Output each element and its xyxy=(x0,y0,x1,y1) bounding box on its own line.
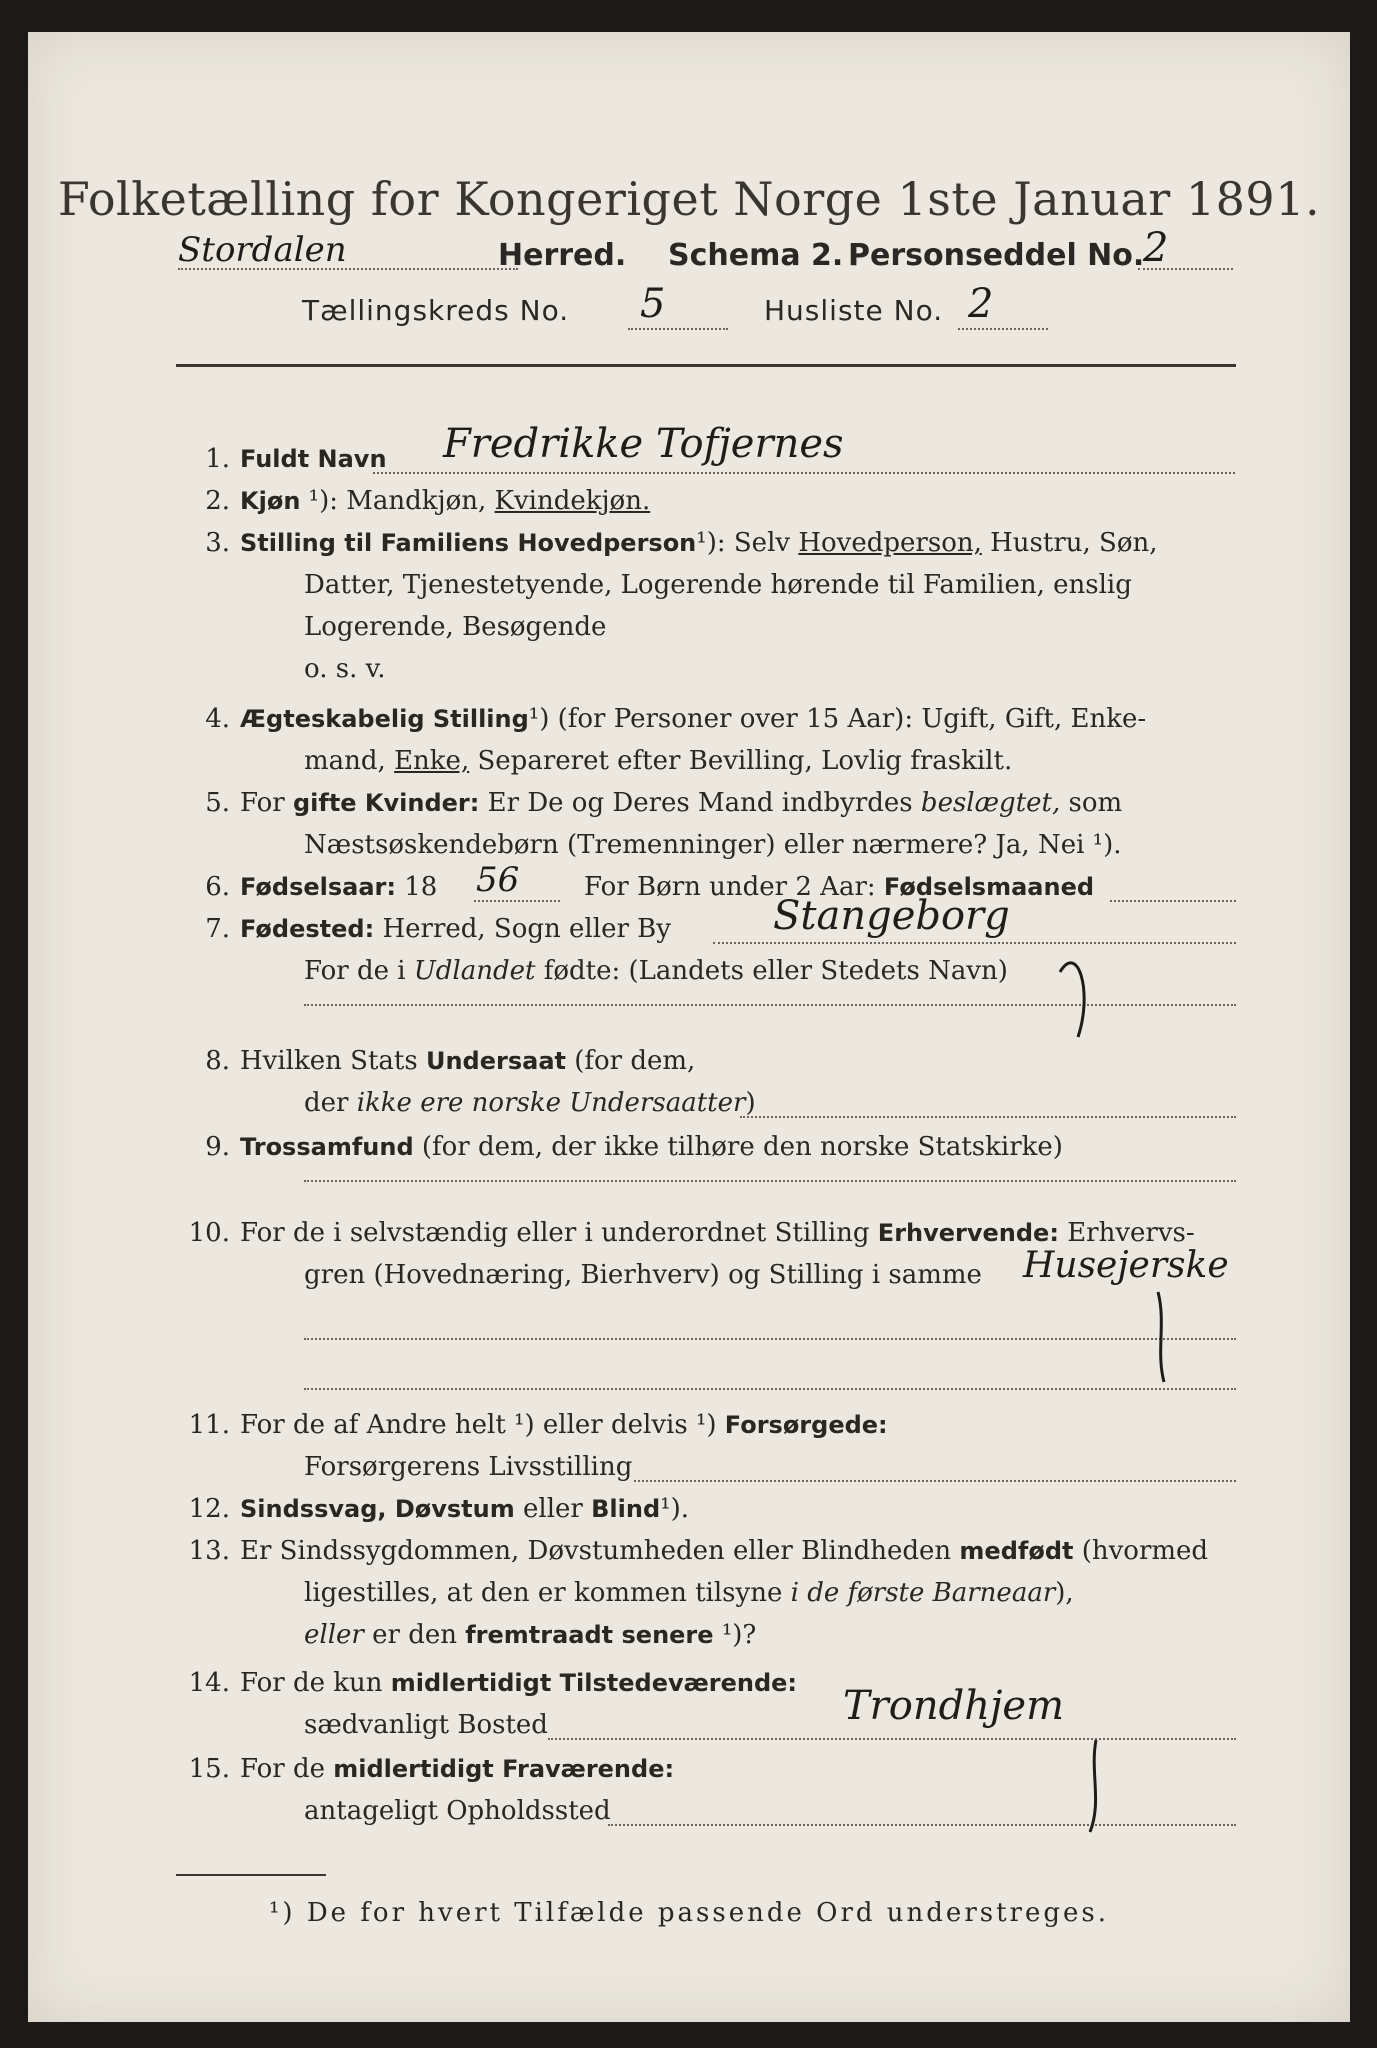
item-text: der xyxy=(304,1088,349,1118)
answer-birthplace: Stangeborg xyxy=(773,893,1010,939)
underlined-option: Enke, xyxy=(394,746,470,776)
personseddel-dotline xyxy=(1138,268,1233,270)
item-3 xyxy=(28,524,1350,562)
footnote-rule xyxy=(176,1874,326,1876)
item-text: Erhvervs- xyxy=(1067,1218,1195,1248)
husliste-number: 2 xyxy=(968,281,994,327)
item-3-line-2 xyxy=(28,566,1350,604)
item-label: Ægteskabelig Stilling xyxy=(240,705,529,733)
item-label: Stilling til Familiens Hovedperson xyxy=(240,529,697,557)
item-number: 6. xyxy=(205,872,230,902)
item-text: eller xyxy=(304,1620,364,1650)
underlined-option: Hovedperson, xyxy=(798,528,982,558)
item-label: Forsørgede: xyxy=(724,1411,888,1439)
answer-residence: Trondhjem xyxy=(843,1683,1065,1729)
item-number: 13. xyxy=(188,1536,230,1566)
item-text: Herred, Sogn eller By xyxy=(382,914,671,944)
item-text: For Børn under 2 Aar: xyxy=(584,872,876,902)
item-label: Sindssvag, Døvstum xyxy=(240,1495,515,1523)
item-8 xyxy=(28,1042,1350,1080)
answer-dotline xyxy=(304,1388,1236,1390)
item-text: er den xyxy=(372,1620,457,1650)
item-text: i de første Barneaar xyxy=(790,1578,1056,1608)
item-4-line-2 xyxy=(28,742,1350,780)
answer-dotline xyxy=(304,1180,1236,1182)
item-11 xyxy=(28,1406,1350,1444)
item-12 xyxy=(28,1490,1350,1528)
item-text: Er De og Deres Mand indbyrdes xyxy=(487,788,913,818)
husliste-dotline xyxy=(958,328,1048,330)
item-text: ¹) (for Personer over 15 Aar): Ugift, Gift, Enke- xyxy=(528,704,1147,734)
answer-dotline xyxy=(740,1116,1236,1118)
item-number: 9. xyxy=(205,1132,230,1162)
item-number: 12. xyxy=(188,1494,230,1524)
item-text: fødte: (Landets eller Stedets Navn) xyxy=(543,956,1008,986)
item-number: 10. xyxy=(188,1218,230,1248)
item-text: For de kun xyxy=(240,1668,383,1698)
item-text: (hvormed xyxy=(1081,1536,1209,1566)
item-text: ¹). xyxy=(660,1494,689,1524)
item-3-line-3 xyxy=(28,608,1350,646)
item-text: Logerende, Besøgende xyxy=(304,612,607,642)
item-text: ¹): Selv xyxy=(696,528,791,558)
form-title: Folketælling for Kongeriget Norge 1ste Januar 1891. xyxy=(57,172,1321,226)
item-text: mand, xyxy=(304,746,386,776)
answer-dotline xyxy=(1110,900,1236,902)
item-text: ligestilles, at den er kommen tilsyne xyxy=(304,1578,783,1608)
answer-dotline xyxy=(608,1824,1236,1826)
item-text: Hustru, Søn, xyxy=(990,528,1158,558)
item-label: Fødselsmaaned xyxy=(883,873,1095,901)
item-label: midlertidigt Fraværende: xyxy=(333,1755,675,1783)
kreds-label: Tællingskreds No. xyxy=(302,294,570,327)
item-13 xyxy=(28,1532,1350,1570)
answer-dotline xyxy=(304,1338,1236,1340)
item-text: (for dem, xyxy=(574,1046,696,1076)
item-number: 4. xyxy=(205,704,230,734)
item-text: som xyxy=(1068,788,1123,818)
item-label: gifte Kvinder: xyxy=(292,789,480,817)
item-text: antageligt Opholdssted xyxy=(304,1796,611,1826)
herred-label: Herred. xyxy=(498,238,627,273)
answer-name: Fredrikke Tofjernes xyxy=(443,421,844,467)
item-label: Trossamfund xyxy=(240,1133,414,1161)
item-7-line-2 xyxy=(28,952,1350,990)
item-label: medfødt xyxy=(959,1537,1074,1565)
item-text: ¹): Mandkjøn, xyxy=(308,486,487,516)
item-text: Er Sindssygdommen, Døvstumheden eller Blindheden xyxy=(240,1536,952,1566)
item-14 xyxy=(28,1664,1350,1702)
ditto-stroke-mark xyxy=(1138,1282,1188,1392)
census-form-page xyxy=(28,32,1350,2022)
ditto-stroke-mark xyxy=(1048,932,1108,1042)
ditto-stroke-mark xyxy=(1068,1732,1118,1842)
herred-dotline xyxy=(178,268,518,270)
answer-occupation: Husejerske xyxy=(1023,1245,1229,1286)
item-text: For xyxy=(240,788,285,818)
item-number: 3. xyxy=(205,528,230,558)
item-number: 2. xyxy=(205,486,230,516)
item-9 xyxy=(28,1128,1350,1166)
item-number: 8. xyxy=(205,1046,230,1076)
answer-dotline xyxy=(548,1738,1236,1740)
item-text: eller xyxy=(523,1494,583,1524)
item-number: 15. xyxy=(188,1754,230,1784)
item-text: 18 xyxy=(404,872,438,902)
underlined-option: Kvindekjøn. xyxy=(494,486,651,516)
item-label: Fødselsaar: xyxy=(240,873,396,901)
item-13-line-2: ligestilles, at den er kommen tilsyne i de første Barneaar), xyxy=(304,1578,1074,1608)
item-text: gren (Hovednæring, Bierhverv) og Stilling i samme xyxy=(304,1260,982,1290)
item-text: For de xyxy=(240,1754,325,1784)
item-text: Separeret efter Bevilling, Lovlig fraskilt. xyxy=(477,746,1013,776)
item-label: Fuldt Navn xyxy=(240,445,387,473)
kreds-dotline xyxy=(628,328,728,330)
answer-dotline xyxy=(713,942,1236,944)
footnote: ¹) De for hvert Tilfælde passende Ord understreges. xyxy=(268,1898,1109,1928)
item-3-line-4 xyxy=(28,650,1350,688)
kreds-number: 5 xyxy=(640,281,666,327)
item-text: sædvanligt Bosted xyxy=(304,1710,548,1740)
answer-birth-year: 56 xyxy=(476,860,520,900)
item-4 xyxy=(28,700,1350,738)
answer-dotline xyxy=(474,900,560,902)
item-label: Erhvervende: xyxy=(877,1219,1059,1247)
item-label: fremtraadt senere xyxy=(465,1621,714,1649)
item-text: Datter, Tjenestetyende, Logerende hørende til Familien, enslig xyxy=(304,570,1132,600)
item-label: Undersaat xyxy=(425,1047,566,1075)
item-text: For de af Andre helt ¹) eller delvis ¹) xyxy=(240,1410,717,1440)
personseddel-label: Personseddel No. xyxy=(848,238,1145,273)
herred-handwritten: Stordalen xyxy=(178,230,347,270)
header-rule xyxy=(176,364,1236,367)
item-text: (for dem, der ikke tilhøre den norske Statskirke) xyxy=(421,1132,1063,1162)
item-label: midlertidigt Tilstedeværende: xyxy=(390,1669,798,1697)
item-5 xyxy=(28,784,1350,822)
item-number: 14. xyxy=(188,1668,230,1698)
answer-dotline xyxy=(634,1480,1236,1482)
item-text: For de i selvstændig eller i underordnet Stilling xyxy=(240,1218,870,1248)
item-text: o. s. v. xyxy=(304,654,386,684)
item-text: Næstsøskendebørn (Tremenninger) eller nærmere? Ja, Nei ¹). xyxy=(304,830,1122,860)
item-text: Forsørgerens Livsstilling xyxy=(304,1452,633,1482)
item-text: Udlandet xyxy=(413,956,536,986)
item-text: beslægtet, xyxy=(920,788,1061,818)
item-2 xyxy=(28,482,1350,520)
item-number: 5. xyxy=(205,788,230,818)
item-label: Blind xyxy=(591,1495,661,1523)
item-text: ikke ere norske Undersaatter xyxy=(356,1088,746,1118)
item-number: 11. xyxy=(188,1410,230,1440)
husliste-label: Husliste No. xyxy=(764,294,944,327)
item-text: For de i xyxy=(304,956,406,986)
personseddel-number: 2 xyxy=(1143,225,1169,271)
item-13-line-3 xyxy=(28,1616,1350,1654)
item-text: Hvilken Stats xyxy=(240,1046,418,1076)
item-8-line-2: der ikke ere norske Undersaatter) xyxy=(304,1088,756,1118)
item-number: 1. xyxy=(205,444,230,474)
schema-label: Schema 2. xyxy=(668,238,844,273)
item-label: Fødested: xyxy=(240,915,375,943)
item-label: Kjøn xyxy=(240,487,301,515)
item-5-line-2 xyxy=(28,826,1350,864)
item-15 xyxy=(28,1750,1350,1788)
item-number: 7. xyxy=(205,914,230,944)
answer-dotline xyxy=(373,472,1235,474)
item-text: ¹)? xyxy=(721,1620,757,1650)
